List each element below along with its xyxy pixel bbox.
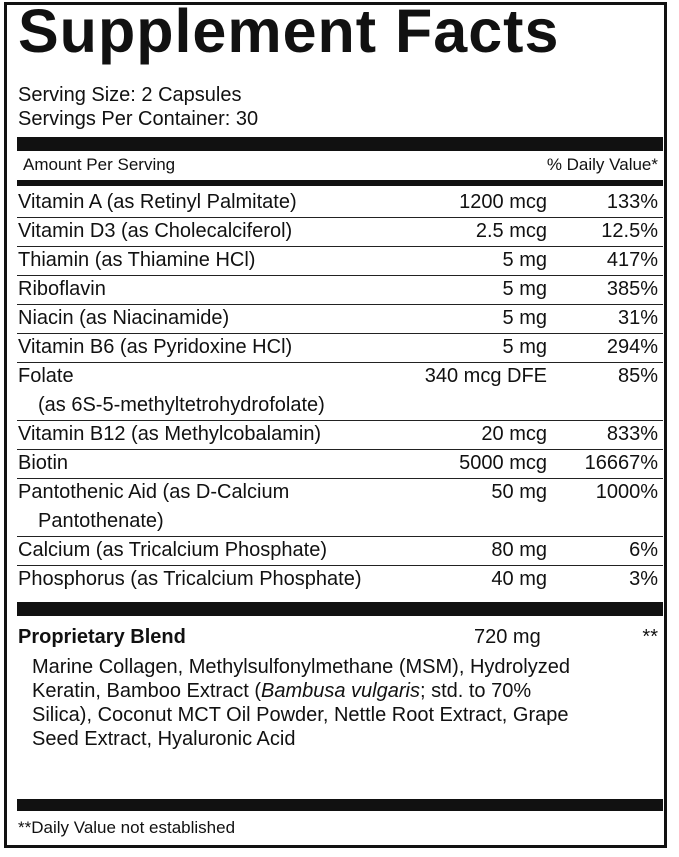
nutrient-daily-value: 133%: [606, 191, 658, 213]
nutrient-amount: 1200 mcg: [459, 191, 547, 213]
thick-bar-header: [17, 180, 663, 186]
row-divider: [17, 420, 663, 421]
nutrient-name-continued: (as 6S-5-methyltetrohydrofolate): [38, 394, 325, 416]
nutrient-name: Vitamin A (as Retinyl Palmitate): [18, 191, 297, 213]
footnote: **Daily Value not established: [18, 818, 236, 837]
nutrient-daily-value: 833%: [606, 423, 658, 445]
nutrient-amount: 5000 mcg: [459, 452, 547, 474]
row-divider: [17, 275, 663, 276]
nutrient-name: Vitamin B6 (as Pyridoxine HCl): [18, 336, 293, 358]
nutrient-daily-value: 294%: [606, 336, 658, 358]
nutrient-daily-value: 12.5%: [601, 220, 658, 242]
nutrient-amount: 5 mg: [502, 249, 547, 271]
blend-text-italic: Bambusa vulgaris: [260, 680, 420, 702]
row-divider: [17, 565, 663, 566]
nutrient-name: Vitamin B12 (as Methylcobalamin): [18, 423, 322, 445]
nutrient-amount: 340 mcg DFE: [424, 365, 547, 387]
nutrient-daily-value: 16667%: [584, 452, 658, 474]
nutrient-amount: 40 mg: [491, 568, 547, 590]
row-divider: [17, 362, 663, 363]
nutrient-daily-value: 3%: [629, 568, 658, 590]
row-divider: [17, 536, 663, 537]
blend-ingredients: [32, 655, 592, 751]
thick-bar-bottom: [17, 799, 663, 811]
nutrient-daily-value: 31%: [617, 307, 658, 329]
row-divider: [17, 246, 663, 247]
servings-per-container: Servings Per Container: 30: [18, 108, 259, 130]
nutrient-daily-value: 417%: [606, 249, 658, 271]
nutrient-daily-value: 6%: [629, 539, 658, 561]
blend-text-a: Marine Collagen, Methylsulfonylmethane (MSM), Hydrolyzed Keratin, Bamboo Extract (: [32, 656, 570, 702]
nutrient-amount: 5 mg: [502, 278, 547, 300]
blend-amount: 720 mg: [474, 626, 541, 648]
blend-name: Proprietary Blend: [18, 626, 186, 648]
supplement-facts-panel: [4, 2, 667, 848]
nutrient-amount: 5 mg: [502, 336, 547, 358]
row-divider: [17, 478, 663, 479]
thick-bar-blend: [17, 602, 663, 616]
row-divider: [17, 333, 663, 334]
panel-title: Supplement Facts: [18, 0, 560, 65]
nutrient-daily-value: 385%: [606, 278, 658, 300]
daily-value-label: % Daily Value*: [546, 155, 658, 174]
nutrient-name: Folate: [18, 365, 74, 387]
row-divider: [17, 217, 663, 218]
nutrient-amount: 5 mg: [502, 307, 547, 329]
amount-per-serving-label: Amount Per Serving: [23, 155, 176, 174]
nutrient-name: Pantothenic Aid (as D-Calcium: [18, 481, 290, 503]
thick-bar-top: [17, 137, 663, 151]
nutrient-amount: 2.5 mcg: [475, 220, 547, 242]
nutrient-name: Calcium (as Tricalcium Phosphate): [18, 539, 327, 561]
serving-size: Serving Size: 2 Capsules: [18, 84, 242, 106]
row-divider: [17, 304, 663, 305]
nutrient-name: Riboflavin: [18, 278, 106, 300]
nutrient-name: Phosphorus (as Tricalcium Phosphate): [18, 568, 362, 590]
blend-daily-value: **: [642, 626, 658, 648]
nutrient-amount: 80 mg: [491, 539, 547, 561]
nutrient-amount: 50 mg: [491, 481, 547, 503]
nutrient-name: Thiamin (as Thiamine HCl): [18, 249, 256, 271]
nutrient-name-continued: Pantothenate): [38, 510, 164, 532]
nutrient-daily-value: 1000%: [595, 481, 658, 503]
nutrient-name: Vitamin D3 (as Cholecalciferol): [18, 220, 293, 242]
nutrient-name: Biotin: [18, 452, 69, 474]
row-divider: [17, 449, 663, 450]
blend-text-b: ; std. to 70% Silica), Coconut MCT Oil Powder, Nettle Root Extract, Grape Seed Extract, Hyaluronic Acid: [32, 680, 569, 750]
nutrient-daily-value: 85%: [617, 365, 658, 387]
nutrient-name: Niacin (as Niacinamide): [18, 307, 230, 329]
nutrient-amount: 20 mcg: [481, 423, 547, 445]
